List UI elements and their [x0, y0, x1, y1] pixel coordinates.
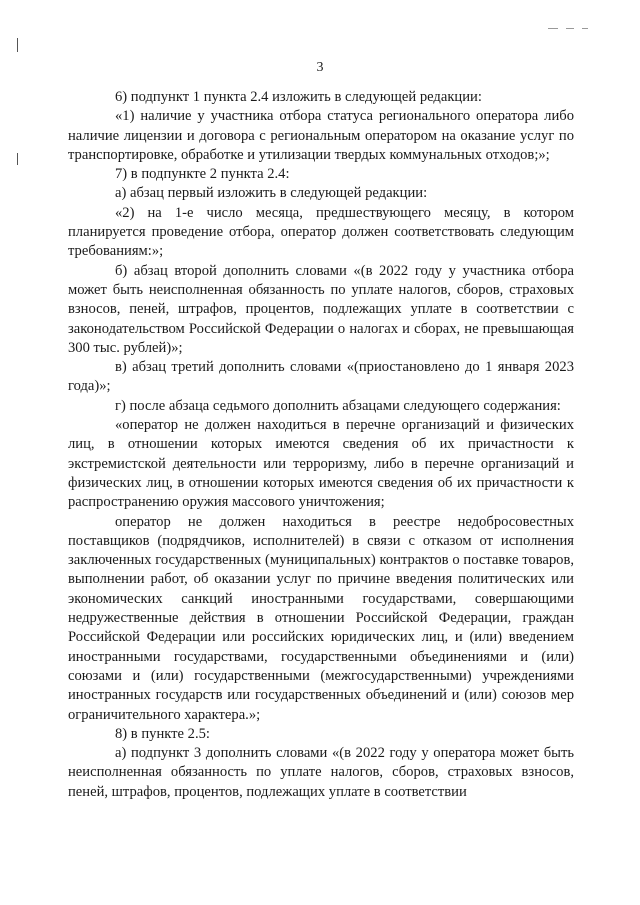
- paragraph: г) после абзаца седьмого дополнить абзацами следующего содержания:: [115, 397, 561, 414]
- paragraph: 8) в пункте 2.5:: [115, 725, 210, 742]
- paragraph: в) абзац третий дополнить словами «(приостановлено до 1 января 2023 года)»;: [68, 359, 574, 395]
- paragraph: 6) подпункт 1 пункта 2.4 изложить в следующей редакции:: [115, 89, 482, 105]
- paragraph: «1) наличие у участника отбора статуса регионального оператора либо наличие лицензии и договора с региональным оператором на оказание услуг по транспортировке, обработке и утилизации твердых коммунальных отходов;»;: [68, 108, 574, 163]
- scan-artifact-mark: [17, 153, 18, 165]
- scan-artifact-dash: [548, 28, 558, 29]
- paragraph: оператор не должен находиться в реестре недобросовестных поставщиков (подрядчиков, исполнителей) в связи с отказом от исполнения заключенных государственных (муниципальных) контрактов о поставке товаров, выполнении работ, об оказании услуг по причине введения политических или экономических санкций иностранными государствами, совершающими недружественные действия в отношении Российской Федерации, граждан Российской Федерации или российских юридических лиц, и (или) введением иностранными государствами, государственными объединениями и (или) союзами и (или) государственными (межгосударственными) учреждениями иностранных государств или государственных объединений и (или) союзов мер ограничительного характера.»;: [68, 513, 574, 723]
- page-number: 3: [316, 60, 324, 75]
- paragraph: а) абзац первый изложить в следующей редакции:: [115, 185, 428, 202]
- paragraph: «оператор не должен находиться в перечне организаций и физических лиц, в отношении которых имеются сведения об их причастности к экстремистской деятельности или терроризму, либо в перечне организаций и физических лиц, в отношении которых имеются сведения об их причастности к распространению оружия массового уничтожения;: [68, 417, 574, 511]
- paragraph: «2) на 1-е число месяца, предшествующего месяцу, в котором планируется проведение отбора, оператор должен соответствовать следующим требованиям:»;: [68, 204, 574, 260]
- paragraph: б) абзац второй дополнить словами «(в 2022 году у участника отбора может быть неисполненная обязанность по уплате налогов, сборов, страховых взносов, пеней, штрафов, процентов, подлежащих уплате в соответствии с законодательством Российской Федерации о налогах и сборах, не превышающая 300 тыс. рублей)»;: [68, 262, 574, 356]
- paragraph: 7) в подпункте 2 пункта 2.4:: [115, 166, 290, 183]
- scan-artifact-mark: [17, 38, 18, 52]
- paragraph: а) подпункт 3 дополнить словами «(в 2022 году у оператора может быть неисполненная обязанность по уплате налогов, сборов, страховых взносов, пеней, штрафов, процентов, подлежащих уплате в соответствии: [68, 745, 574, 800]
- document-body: [68, 88, 574, 802]
- scan-artifact-dash: [582, 28, 588, 29]
- scan-artifact-dash: [566, 28, 574, 29]
